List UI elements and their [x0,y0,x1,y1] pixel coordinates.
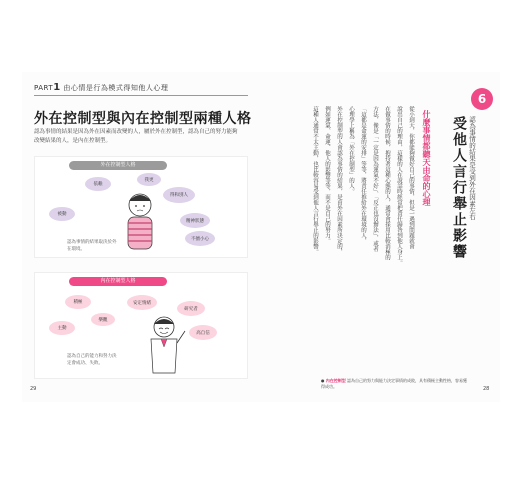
trait-bubble: 精神狀態 [180,213,210,228]
part-number: 1 [53,82,61,93]
body-column: 外在控制型的人會認為事情的結果，是由外在因素所決定的， [336,106,342,255]
left-page-number: 29 [30,386,37,392]
section-heading: 什麼事情都聽天由命的心理 [422,110,431,206]
body-column: 「這都是命運的安排」等等，將責任推給外在環境的人， [360,106,366,244]
internal-card-label: 內在控制型人格 [69,277,167,286]
external-card-caption: 認為事情的結果取決於外在環境。 [67,240,117,252]
body-column: 心理學上稱為「外在控制型」的人。 [348,106,354,194]
body-column: 方法，像是「一定是因為運氣不好」、「反正也沒辦法」，或者 [372,106,378,252]
trait-bubble: 不擅小心 [185,231,215,246]
trait-bubble: 安定情緒 [127,295,157,310]
trait-bubble: 積極 [65,295,91,309]
trait-bubble: 我更 [137,173,161,186]
trait-bubble: 得和別人 [163,187,195,203]
trait-bubble: 樂觀 [91,313,115,326]
external-locus-card [34,156,248,258]
part-header [34,82,168,93]
body-text [265,106,415,376]
body-column: 在做事情的時候，抱持著這種心態的人，通常會採用比較消極的 [384,106,390,260]
external-card-label: 外在控制型人格 [69,161,167,170]
footnote-label: 內在控制型 [325,378,346,383]
header-rule [34,95,248,96]
chapter-title: 受他人言行舉止影響 [451,116,467,260]
confident-person-illustration [139,313,189,378]
trait-bubble: 主動 [49,321,75,335]
part-title: 由心情是行為模式得知他人心理 [63,84,169,92]
body-column: 從小到大，你都能夠做好自己的事情，但是一遇到問題就會 [408,106,414,249]
body-column: 例如運氣、命運、他人的影響等等，而不是自己的努力。 [324,106,330,244]
chapter-number-badge: 6 [471,88,493,110]
footnote-text: 認為自己的努力與能力決定事情的成敗，具有積極主動性格，容易獲得成功。 [321,378,468,389]
worried-person-illustration [115,187,165,257]
internal-locus-card [34,272,248,379]
body-column: 說出自己的理由，這樣的人在說話時經常把責任歸咎到他人身上。 [396,106,402,266]
page-description: 認為事情的結果是因為外在因素而改變的人，屬於外在控制型，認為自己的努力能夠改變結果的人，是內在控制型。 [34,129,238,144]
left-page [22,72,262,402]
right-page [261,72,500,402]
part-label: PART [34,84,54,92]
trait-bubble: 研究者 [177,301,205,316]
footnote: ● 內在控制型 認為自己的努力與能力決定事情的成敗，具有積極主動性格，容易獲得成功。 [321,378,468,389]
trait-bubble: 依賴 [85,177,111,191]
chapter-subtitle: 認為事情的結果是受到外在因素左右 [468,116,476,220]
book-spread [22,72,500,402]
trait-bubble: 高自信 [189,325,217,340]
internal-card-caption: 認為自己的能力和努力決定會成功、失敗。 [67,354,117,366]
trait-bubble: 被動 [49,207,75,221]
page-title: 外在控制型與內在控制型兩種人格 [34,111,252,127]
body-column: 這種人通常不太主動，也比較容易受到他人言行舉止的影響。 [312,106,318,255]
right-page-number: 28 [483,386,490,392]
